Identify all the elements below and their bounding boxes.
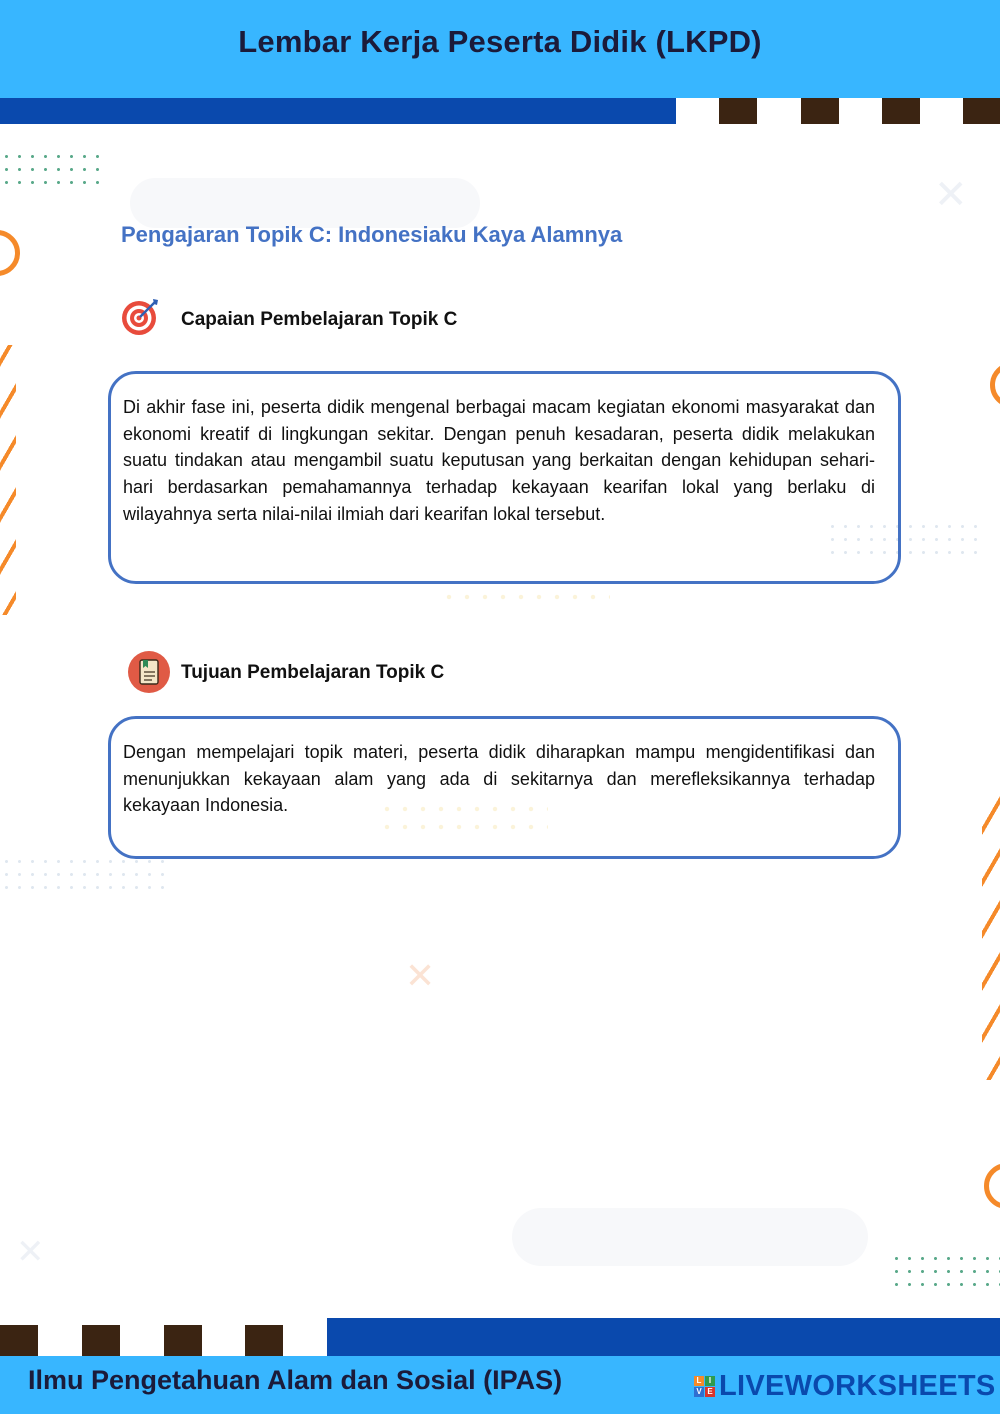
capaian-text: Di akhir fase ini, peserta didik mengenal berbagai macam kegiatan ekonomi masyarakat dan ekonomi kreatif di lingkungan sekitar. Dengan penuh kesadaran, peserta didik melakukan suatu tindakan atau mengambil suatu keputusan yang berkaitan dengan kehidupan sehari-hari berdasarkan pemahamannya terhadap kekayaan kearifan lokal yang berlaku di wilayahnya serta nilai-nilai ilmiah dari kearifan lokal tersebut. [123,397,875,524]
decor-ring [990,362,1000,408]
decor-cross-icon: ✕ [405,955,436,996]
brand-name: LIVEWORKSHEETS [719,1370,996,1402]
tujuan-heading: Tujuan Pembelajaran Topik C [181,662,445,683]
footer-stripe [327,1318,1000,1356]
decor-square [0,1325,38,1356]
decor-pill [130,178,480,228]
decor-dots [0,855,165,895]
decor-square [82,1325,120,1356]
logo-letter: L [694,1376,704,1386]
decor-stripes [982,790,1000,1080]
liveworksheets-logo-icon [694,1376,715,1397]
decor-cross-icon: ✕ [934,173,968,217]
logo-letter: E [705,1387,715,1397]
header-stripe [0,98,676,124]
decor-square [164,1325,202,1356]
decor-dots [440,588,610,610]
book-icon [128,651,170,693]
decor-ring [0,230,20,276]
tujuan-box [108,716,901,859]
decor-square [719,98,757,124]
footer-subject-title: Ilmu Pengetahuan Alam dan Sosial (IPAS) [28,1365,563,1395]
logo-letter: I [705,1376,715,1386]
decor-square [801,98,839,124]
decor-dots [890,1252,1000,1296]
decor-square [245,1325,283,1356]
decor-pill [512,1208,868,1266]
page-header-title: Lembar Kerja Peserta Didik (LKPD) [238,24,762,59]
liveworksheets-brand[interactable] [694,1370,996,1403]
decor-ring [984,1163,1000,1209]
decor-square [882,98,920,124]
topic-title: Pengajaran Topik C: Indonesiaku Kaya Alamnya [121,222,623,247]
tujuan-text: Dengan mempelajari topik materi, peserta didik diharapkan mampu mengidentifikasi dan menunjukkan kekayaan alam yang ada di sekitarnya dan merefleksikannya terhadap kekayaan Indonesia. [123,742,875,816]
target-icon [120,296,162,338]
decor-stripes [0,345,16,615]
capaian-heading: Capaian Pembelajaran Topik C [181,309,458,330]
decor-square [963,98,1000,124]
decor-dots [0,150,106,190]
logo-letter: V [694,1387,704,1397]
decor-cross-icon: ✕ [16,1233,45,1271]
capaian-box [108,371,901,584]
